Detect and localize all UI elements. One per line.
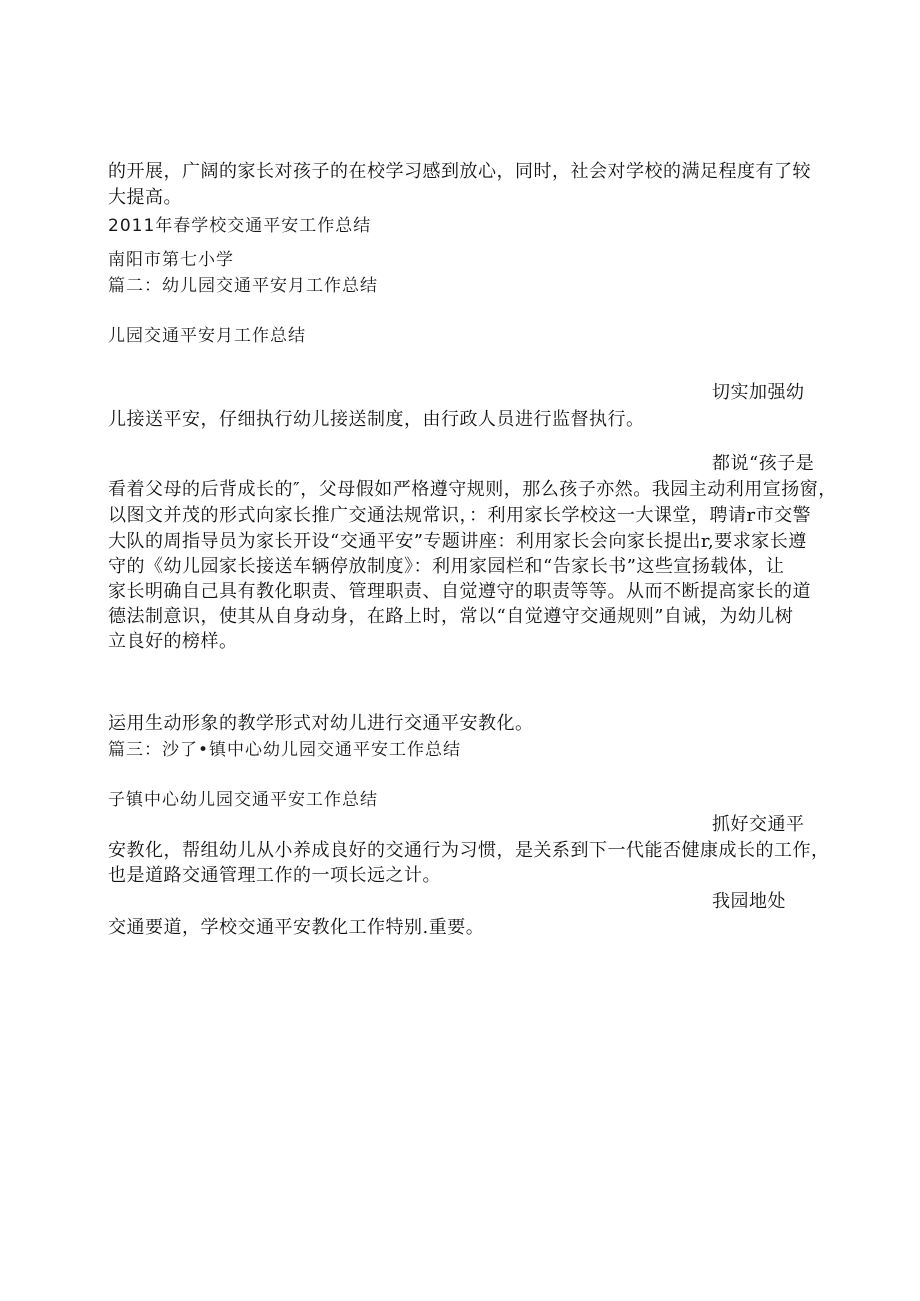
paragraph-1-line-1: 的开展，广阔的家长对孩子的在校学习感到放心，同时，社会对学校的满足程度有了较 xyxy=(108,161,811,182)
section-3-para-1-line-1: 抓好交通平 xyxy=(712,814,805,835)
section-2-para-2-line-2: 看着父母的后背成长的″，父母假如严格遵守规则，那么孩子亦然。我园主动利用宣扬窗， xyxy=(108,479,837,500)
section-2-para-1-line-2: 儿接送平安，仔细执行幼儿接送制度，由行政人员进行监督执行。 xyxy=(108,409,645,430)
section-2-para-1-line-1: 切实加强幼 xyxy=(712,382,805,403)
document-title: 2011年春学校交通平安工作总结 xyxy=(108,216,372,236)
section-2-para-2-line-7: 德法制意识，使其从自身动身，在路上时，常以“自觉遵守交通规则”自诫，为幼儿树 xyxy=(108,606,794,627)
section-2-para-2-line-8: 立良好的榜样。 xyxy=(108,631,238,652)
school-name: 南阳市第七小学 xyxy=(108,250,234,270)
section-3-para-1-line-3: 也是道路交通管理工作的一项长远之计。 xyxy=(108,865,441,886)
section-3-para-2-line-1: 我园地处 xyxy=(712,891,786,912)
section-2-para-2-line-3: 以图文并茂的形式向家长推广交通法规常识，：利用家长学校这一大课堂，聘请r市交警 xyxy=(108,505,812,526)
section-2-title: 儿园交通平安月工作总结 xyxy=(108,326,306,346)
section-2-para-2-line-5: 守的《幼儿园家长接送车辆停放制度》：利用家园栏和“告家长书”这些宣扬载体，让 xyxy=(108,556,785,577)
section-2-para-3: 运用生动形象的教学形式对幼儿进行交通平安教化。 xyxy=(108,713,534,734)
section-3-para-2-line-2: 交通要道，学校交通平安教化工作特别.重要。 xyxy=(108,917,485,938)
section-3-title: 子镇中心幼儿园交通平安工作总结 xyxy=(108,790,378,810)
section-2-heading: 篇二：幼儿园交通平安月工作总结 xyxy=(108,276,378,296)
paragraph-1-line-2: 大提高。 xyxy=(108,187,182,208)
section-2-para-2-line-1: 都说“孩子是 xyxy=(712,453,815,474)
section-2-para-2-line-6: 家长明确自己具有教化职责、管理职责、自觉遵守的职责等等。从而不断提高家长的道 xyxy=(108,581,811,602)
section-3-para-1-line-2: 安教化，帮组幼儿从小养成良好的交通行为习惯，是关系到下一代能否健康成长的工作， xyxy=(108,840,830,861)
section-2-para-2-line-4: 大队的周指导员为家长开设“交通平安”专题讲座：利用家长会向家长提出r,要求家长遵 xyxy=(108,531,807,552)
section-3-heading: 篇三：沙了•镇中心幼儿园交通平安工作总结 xyxy=(108,740,462,760)
